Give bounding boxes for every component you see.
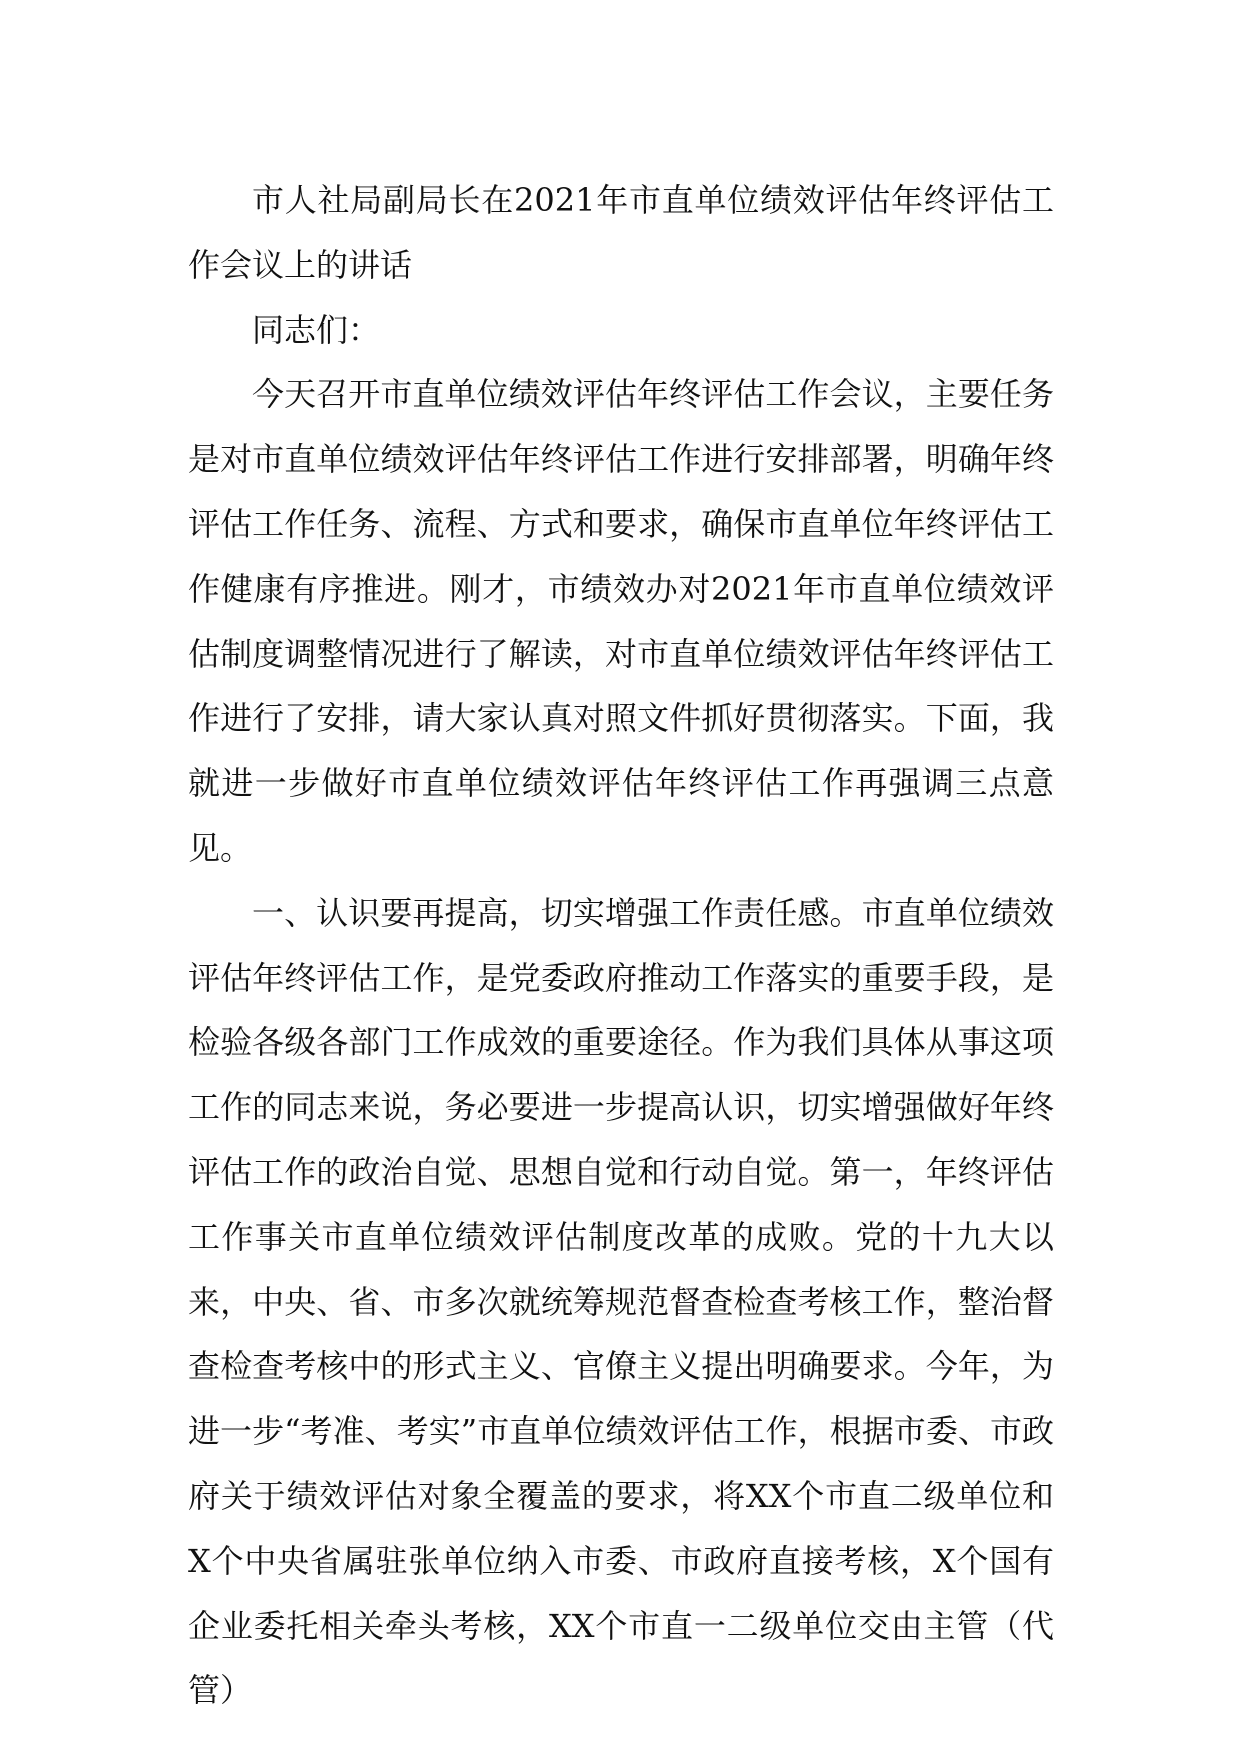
document-body bbox=[188, 168, 1054, 1723]
document-title: 市人社局副局长在2021年市直单位绩效评估年终评估工作会议上的讲话 bbox=[188, 181, 1054, 284]
salutation: 同志们： bbox=[252, 310, 381, 349]
body-paragraph-2: 一、认识要再提高，切实增强工作责任感。市直单位绩效评估年终评估工作，是党委政府推动工作落实的重要手段，是检验各级各部门工作成效的重要途径。作为我们具体从事这项工作的同志来说，务必要进一步提高认识，切实增强做好年终评估工作的政治自觉、思想自觉和行动自觉。第一，年终评估工作事关市直单位绩效评估制度改革的成败。党的十九大以来，中央、省、市多次就统筹规范督查检查考核工作，整治督查检查考核中的形式主义、官僚主义提出明确要求。今年，为进一步“考准、考实”市直单位绩效评估工作，根据市委、市政府关于绩效评估对象全覆盖的要求，将XX个市直二级单位和X个中央省属驻张单位纳入市委、市政府直接考核，X个国有企业委托相关牵头考核，XX个市直一二级单位交由主管（代管） bbox=[188, 893, 1054, 1710]
body-paragraph-1: 今天召开市直单位绩效评估年终评估工作会议，主要任务是对市直单位绩效评估年终评估工作进行安排部署，明确年终评估工作任务、流程、方式和要求，确保市直单位年终评估工作健康有序推进。刚才，市绩效办对2021年市直单位绩效评估制度调整情况进行了解读，对市直单位绩效评估年终评估工作进行了安排，请大家认真对照文件抓好贯彻落实。下面，我就进一步做好市直单位绩效评估年终评估工作再强调三点意见。 bbox=[188, 375, 1054, 867]
